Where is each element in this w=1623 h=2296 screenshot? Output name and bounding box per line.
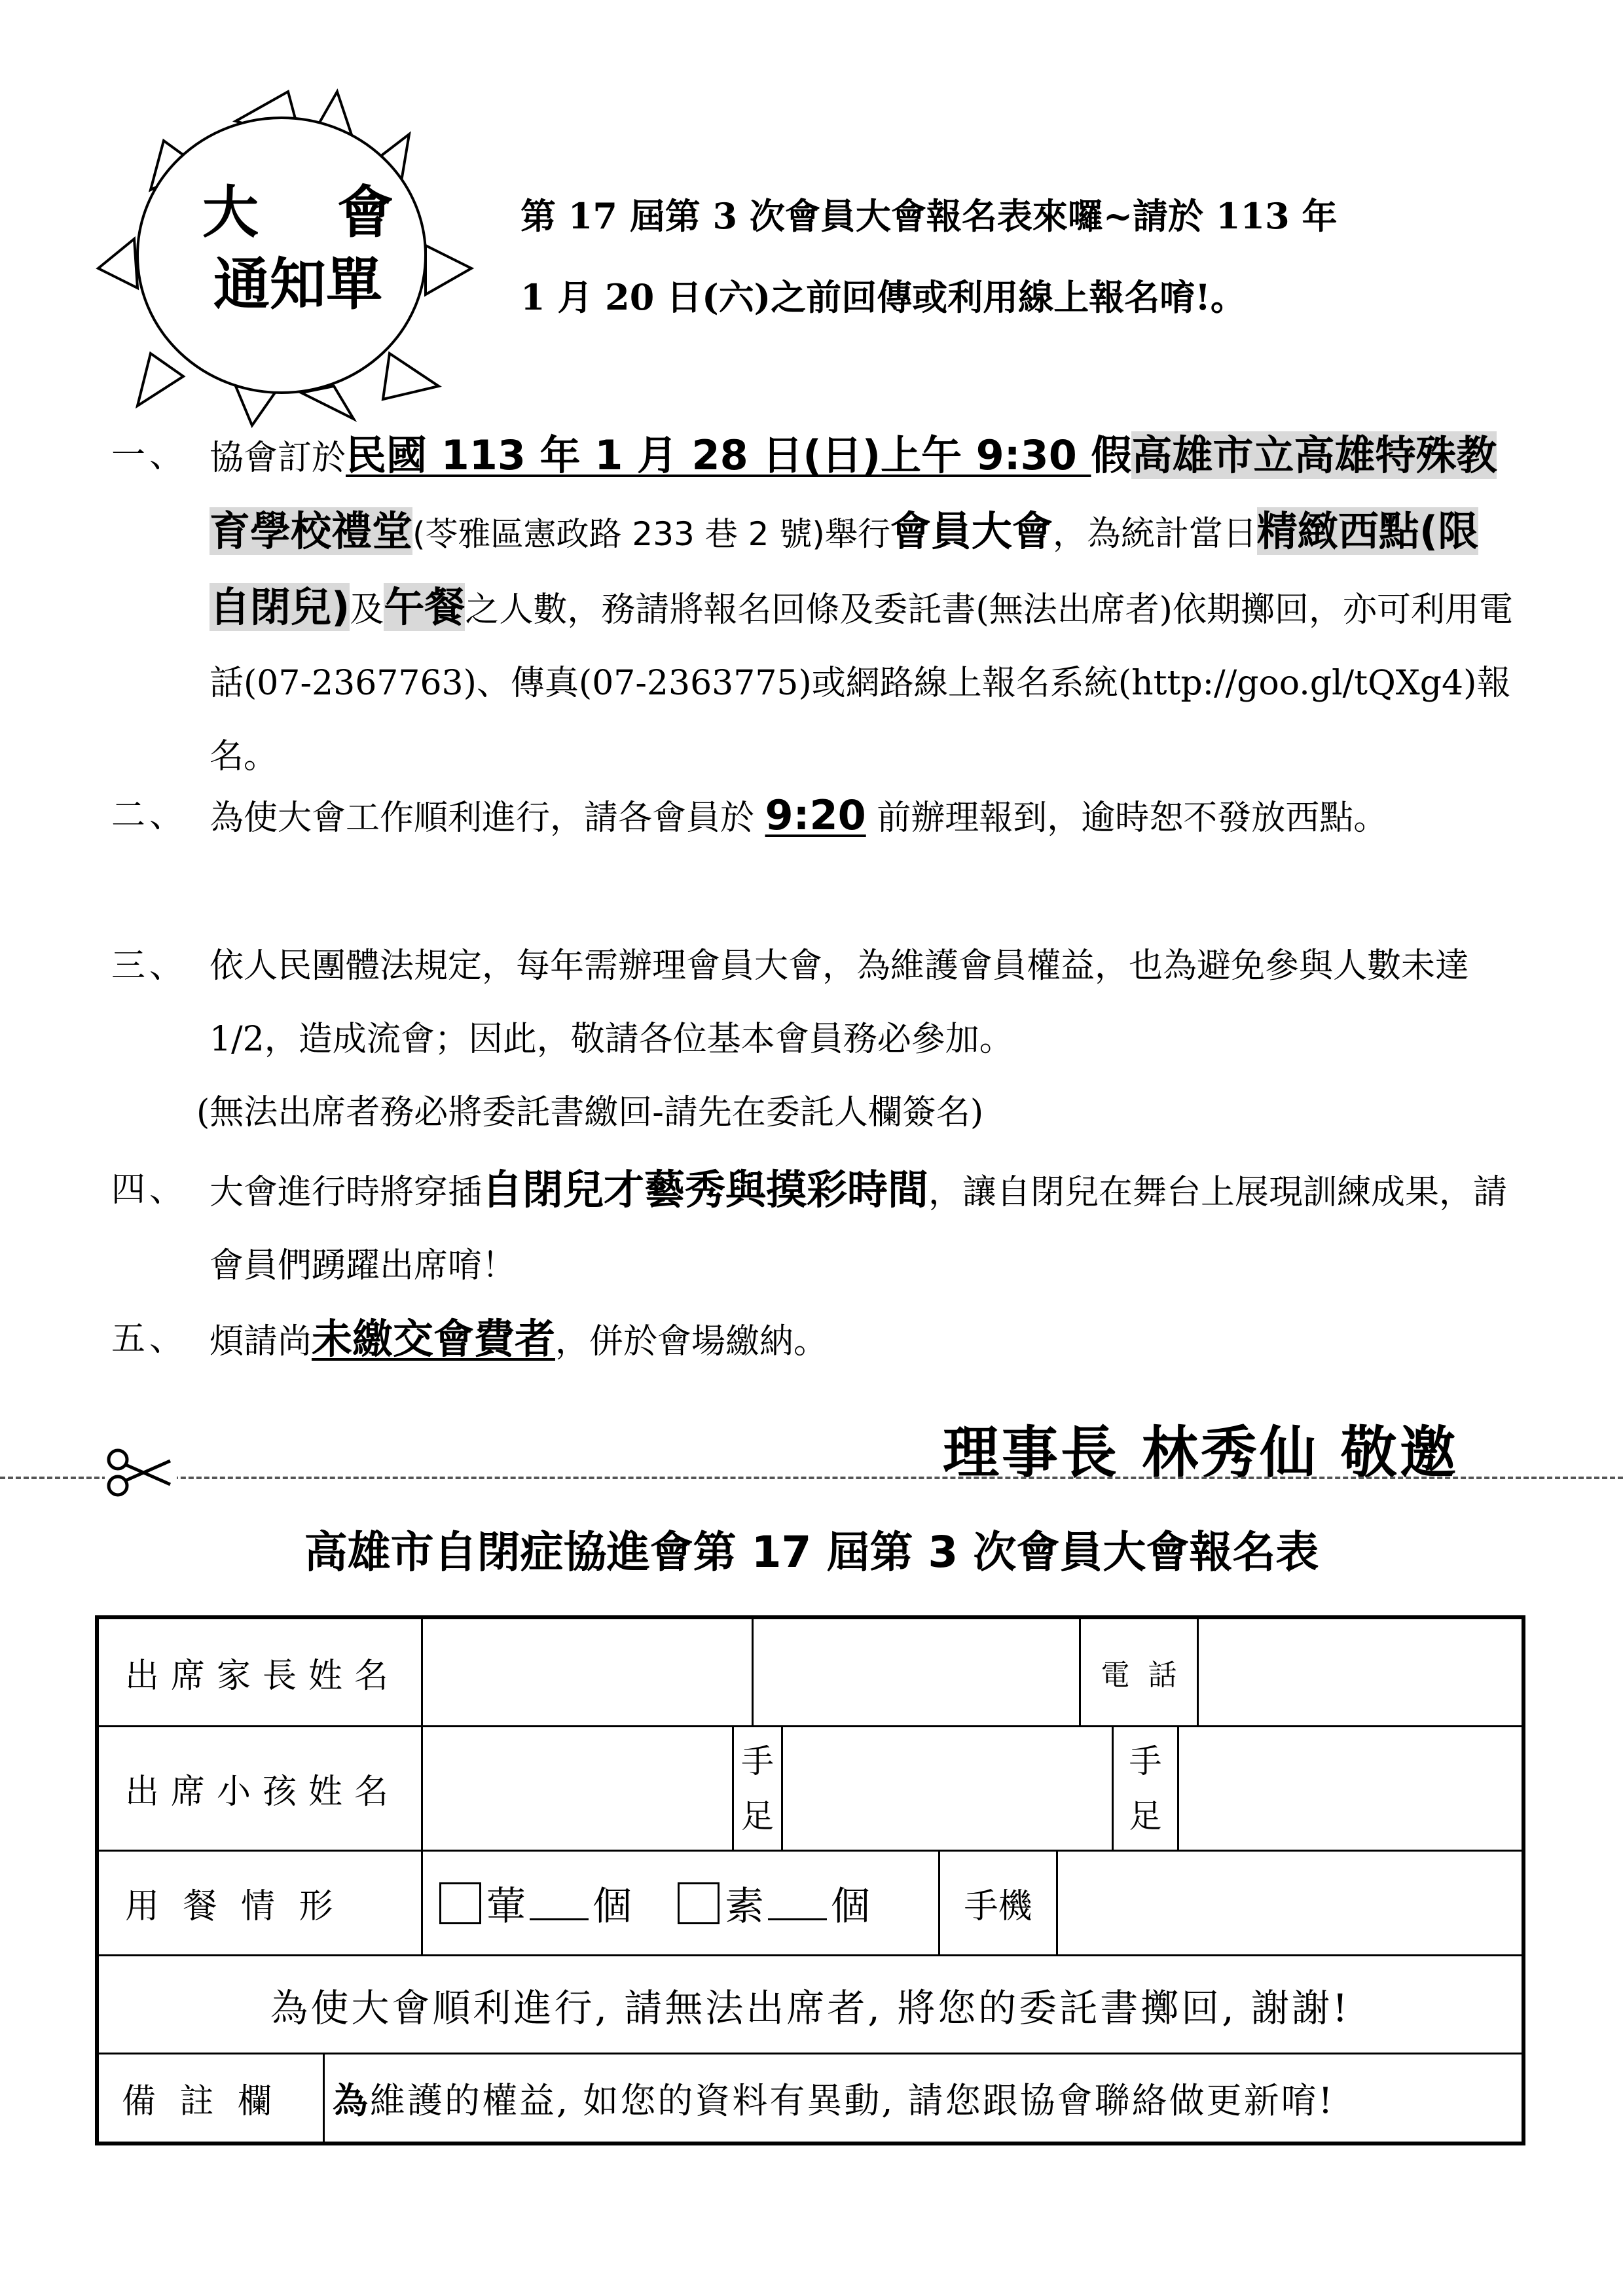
item-text: 依人民團體法規定，每年需辦理會員大會，為維護會員權益，也為避免參與人數未達 1/2，造成流會；因此，敬請各位基本會員務必參加。 bbox=[210, 946, 1470, 1059]
dessert-highlight: 精緻西點(限自閉兒) bbox=[210, 507, 1479, 631]
scissors-icon bbox=[105, 1446, 177, 1499]
sibling-label-top: 手 bbox=[1129, 1742, 1162, 1780]
remark-label: 備 註 欄 bbox=[99, 2054, 325, 2142]
badge-line-2: 通知單 bbox=[213, 252, 382, 317]
registration-form-table bbox=[95, 1615, 1525, 2145]
item-text: 及 bbox=[350, 590, 384, 630]
meal-row bbox=[99, 1852, 1522, 1956]
unit-label: 個 bbox=[593, 1883, 632, 1929]
unpaid-fee-highlight: 未繳交會費者 bbox=[312, 1315, 556, 1363]
proxy-notice: 為使大會順利進行, 請無法出席者, 將您的委託書擲回, 謝謝! bbox=[270, 1985, 1351, 2030]
sibling-field-2[interactable] bbox=[1179, 1727, 1522, 1850]
child-row bbox=[99, 1727, 1522, 1852]
notice-item-4 bbox=[111, 1153, 1519, 1302]
item-number: 一、 bbox=[111, 436, 188, 475]
item-number: 三、 bbox=[111, 946, 188, 986]
sibling-label-1 bbox=[734, 1727, 783, 1850]
venue-address: (苓雅區憲政路 233 巷 2 號)舉行 bbox=[412, 515, 890, 553]
remark-row bbox=[99, 2054, 1522, 2142]
veg-checkbox[interactable] bbox=[678, 1882, 720, 1924]
sibling-label-bottom: 足 bbox=[1129, 1797, 1162, 1835]
parent-row bbox=[99, 1619, 1522, 1727]
item-text: ，讓自閉兒在舞台上展現訓練成果，請會員們踴躍出席唷！ bbox=[210, 1173, 1508, 1285]
child-name-field[interactable] bbox=[423, 1727, 734, 1850]
cut-line-divider bbox=[0, 1477, 1623, 1479]
item-text: ，併於會場繳納。 bbox=[555, 1322, 828, 1361]
item-text: 協會訂於 bbox=[210, 439, 346, 478]
item-text: 煩請尚 bbox=[210, 1322, 312, 1361]
remark-prefix: 為 bbox=[333, 2079, 370, 2121]
notice-item-5 bbox=[111, 1302, 1519, 1378]
event-venue: 高雄市立高雄特殊教育學校禮堂 bbox=[210, 431, 1497, 555]
item-text: 前辦理報到，逾時恕不發放西點。 bbox=[866, 798, 1388, 838]
sibling-label-top: 手 bbox=[741, 1742, 774, 1780]
veg-count-field[interactable] bbox=[768, 1886, 827, 1920]
talent-show-highlight: 自閉兒才藝秀與摸彩時間 bbox=[482, 1166, 929, 1213]
badge-line-1: 大會 bbox=[202, 180, 472, 245]
child-name-label: 出席小孩姓名 bbox=[99, 1727, 423, 1850]
lunch-highlight: 午餐 bbox=[384, 583, 465, 631]
notice-item-2 bbox=[111, 779, 1519, 855]
intro-line-2: 1 月 20 日(六)之前回傳或利用線上報名唷!。 bbox=[520, 276, 1246, 318]
meal-choices bbox=[423, 1852, 940, 1954]
phone-label: 電 話 bbox=[1081, 1619, 1199, 1725]
meat-count-field[interactable] bbox=[530, 1886, 589, 1920]
item-number: 四、 bbox=[111, 1170, 188, 1210]
sibling-field-1[interactable] bbox=[783, 1727, 1114, 1850]
meat-checkbox[interactable] bbox=[439, 1882, 481, 1924]
item-text: 之人數，務請將報名回條及委託書(無法出席者)依期擲回，亦可利用電話(07-2367763)、傳真(07-2363775)或網路線上報名系統(http://goo.gl/tQXg4)報名。 bbox=[210, 590, 1513, 776]
notice-row bbox=[99, 1956, 1522, 2054]
phone-field[interactable] bbox=[1199, 1619, 1522, 1725]
item-text: 假 bbox=[1091, 431, 1132, 479]
notice-item-1 bbox=[111, 419, 1519, 793]
mobile-field[interactable] bbox=[1058, 1852, 1522, 1954]
meal-label: 用 餐 情 形 bbox=[99, 1852, 423, 1954]
item-text: ，為統計當日 bbox=[1052, 514, 1257, 554]
item-number: 二、 bbox=[111, 796, 188, 835]
event-name: 會員大會 bbox=[890, 507, 1053, 555]
mobile-label: 手機 bbox=[940, 1852, 1058, 1954]
form-title: 高雄市自閉症協進會第 17 屆第 3 次會員大會報名表 bbox=[304, 1527, 1319, 1577]
event-datetime: 民國 113 年 1 月 28 日(日)上午 9:30 bbox=[346, 431, 1091, 479]
veg-label: 素 bbox=[725, 1883, 764, 1929]
unit-label: 個 bbox=[831, 1883, 870, 1929]
badge-title bbox=[177, 177, 472, 321]
sibling-label-bottom: 足 bbox=[741, 1797, 774, 1835]
item-number: 五、 bbox=[111, 1319, 188, 1359]
chairperson-signature: 理事長 林秀仙 敬邀 bbox=[943, 1420, 1459, 1486]
item-text: 大會進行時將穿插 bbox=[210, 1173, 483, 1212]
intro-line-1: 第 17 屆第 3 次會員大會報名表來囉~請於 113 年 bbox=[520, 195, 1338, 237]
sibling-label-2 bbox=[1114, 1727, 1179, 1850]
meat-label: 葷 bbox=[486, 1883, 526, 1929]
parent-name-field-1[interactable] bbox=[423, 1619, 754, 1725]
item-text: 為使大會工作順利進行，請各會員於 bbox=[210, 798, 765, 838]
intro-announcement bbox=[520, 175, 1542, 338]
notice-item-3 bbox=[111, 929, 1519, 1149]
remark-text bbox=[325, 2054, 1522, 2142]
parent-name-field-2[interactable] bbox=[754, 1619, 1081, 1725]
remark-body: 維護的權益, 如您的資料有異動, 請您跟協會聯絡做更新唷! bbox=[370, 2080, 1335, 2121]
checkin-time: 9:20 bbox=[765, 791, 866, 839]
proxy-note: (無法出席者務必將委託書繳回-請先在委託人欄簽名) bbox=[196, 1093, 984, 1132]
parent-name-label: 出席家長姓名 bbox=[99, 1619, 423, 1725]
